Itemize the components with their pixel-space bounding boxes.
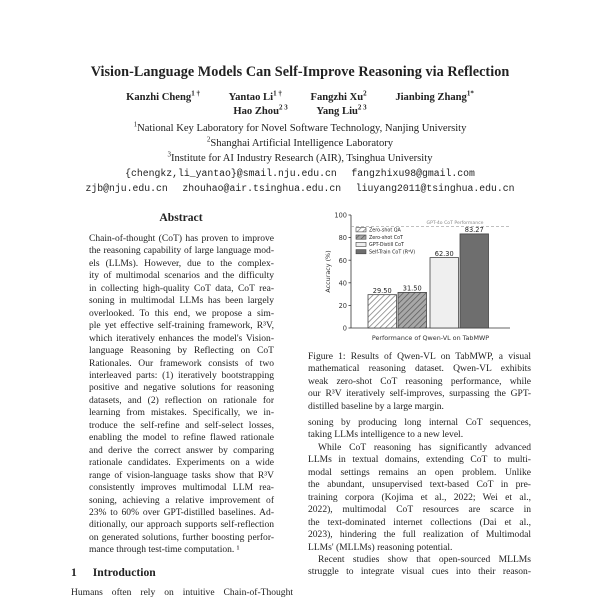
affiliation: $^3$Institute for AI Industry Research (AIR), Tsinghua University <box>167 150 433 164</box>
y-tick-label: 100 <box>334 211 347 220</box>
legend-label: GPT-Distill CoT <box>369 243 404 249</box>
author: Jianbing Zhang$^{1*}$ <box>395 89 474 103</box>
affiliation: $^1$National Key Laboratory for Novel Software Technology, Nanjing University <box>133 120 467 134</box>
figure-1-chart <box>320 205 540 345</box>
y-tick-label: 20 <box>338 302 347 310</box>
right-column-body: soning by producing long internal CoT sequences, taking LLMs intelligence to a new level. While CoT reasoning has significantly advanced LLMs in textual domains, extending CoT to multi- modal settings remains an open problem. Unlike the abundant, unsupervised text-based CoT in pre- training corpora (Kojima et al., 2022; Wei et al., 2022), multimodal CoT resources are scarce in the text-dominated internet collections (Dai et al., 2023), hindering the full realization of Multimodal LLMs' (MLLMs) reasoning potential. Recent studies show that open-sourced MLLMs struggle to integrate visual cues into their reason- <box>308 417 531 578</box>
legend-label: Self-Train CoT (R³V) <box>369 250 416 256</box>
bar-value-label: 62.30 <box>434 249 454 258</box>
y-tick-label: 0 <box>342 324 347 333</box>
affiliations <box>0 121 600 196</box>
bar-3 <box>430 258 459 328</box>
bar-value-label: 29.50 <box>372 286 392 295</box>
author: Kanzhi Cheng$^{1 \dagger}$ <box>126 89 200 103</box>
author-row-2 <box>0 103 600 117</box>
figure-1-caption: Figure 1: Results of Qwen-VL on TabMWP, a visual mathematical reasoning dataset. Qwen-VL exhibits weak zero-shot CoT reasoning performance, while our R³V iteratively self-improves, surpassing the GPT- distilled baseline by a large margin. <box>308 351 531 412</box>
legend-label: Zero-shot CoT <box>369 235 403 241</box>
x-axis-label: Performance of Qwen-VL on TabMWP <box>371 334 490 342</box>
legend-swatch <box>356 250 366 254</box>
legend-swatch <box>356 235 366 239</box>
bar-2 <box>398 292 427 328</box>
bar-value-label: 83.27 <box>464 226 484 235</box>
email-row-1 <box>0 166 600 181</box>
author: Yantao $Li^{1 \dagger}$ <box>228 89 282 103</box>
author-row-1 <box>0 89 600 103</box>
y-tick-label: 60 <box>338 256 347 265</box>
introduction-body: Humans often rely on intuitive Chain-of-Thought <box>71 587 293 598</box>
author: Fangzhi Xu$^2$ <box>310 89 367 103</box>
author: Yang Liu$^{2 3}$ <box>316 103 367 117</box>
y-axis-label: Accuracy (%) <box>324 250 332 293</box>
paper-title: Vision-Language Models Can Self-Improve Reasoning via Reflection <box>90 64 510 80</box>
chart-plot-area <box>324 212 510 342</box>
legend-swatch <box>356 242 366 246</box>
y-tick-label: 40 <box>338 279 347 288</box>
email[interactable]: zjb@nju.edu.cn <box>85 183 168 194</box>
abstract-heading: Abstract <box>159 211 203 224</box>
email[interactable]: fangzhixu98@gmail.com <box>351 168 475 179</box>
affiliation: $^2$Shanghai Artificial Intelligence Laboratory <box>206 135 394 149</box>
email-row-2 <box>0 181 600 196</box>
email[interactable]: {chengkz,li_yantao}@smail.nju.edu.cn <box>125 168 337 179</box>
bar-1 <box>368 295 397 328</box>
bar-4 <box>460 234 489 328</box>
bar-value-label: 31.50 <box>402 284 422 293</box>
abstract-body: Chain-of-thought (CoT) has proven to improve the reasoning capability of large language mod- els (LLMs). However, due to the complex- ity of multimodal scenarios and the difficulty in collecting high-quality CoT data, CoT rea- soning in multimodal LLMs has been largely overlooked. To this end, we propose a sim- ple yet effective self-training framework, R³V, which iteratively enhances the model's Vision- language Reasoning by Reflecting on CoT Rationales. Our framework consists of two interleaved parts: (1) iteratively bootstrapping positive and negative solutions for reasoning datasets, and (2) reflection on rationale for learning from mistakes. Specifically, we in- troduce the self-refine and self-select losses, enabling the model to refine flawed rationale and derive the correct answer by comparing rationale candidates. Experiments on a wide range of vision-language tasks show that R³V consistently improves multimodal LLM rea- soning, achieving a relative improvement of 23% to 60% over GPT-distilled baselines. Ad- ditionally, our approach supports self-reflection on generated solutions, further boosting perfor- mance through test-time computation. ¹ <box>89 233 274 556</box>
reference-line-label: GPT-4o CoT Performance <box>426 220 484 226</box>
legend-swatch <box>356 228 366 232</box>
legend-label: Zero-shot QA <box>369 228 401 234</box>
email[interactable]: liuyang2011@tsinghua.edu.cn <box>355 183 515 194</box>
author: Hao Zhou$^{2 3}$ <box>233 103 288 117</box>
email[interactable]: zhouhao@air.tsinghua.edu.cn <box>182 183 342 194</box>
section-heading-introduction: 1 Introduction <box>71 566 156 579</box>
y-tick-label: 80 <box>338 234 347 243</box>
